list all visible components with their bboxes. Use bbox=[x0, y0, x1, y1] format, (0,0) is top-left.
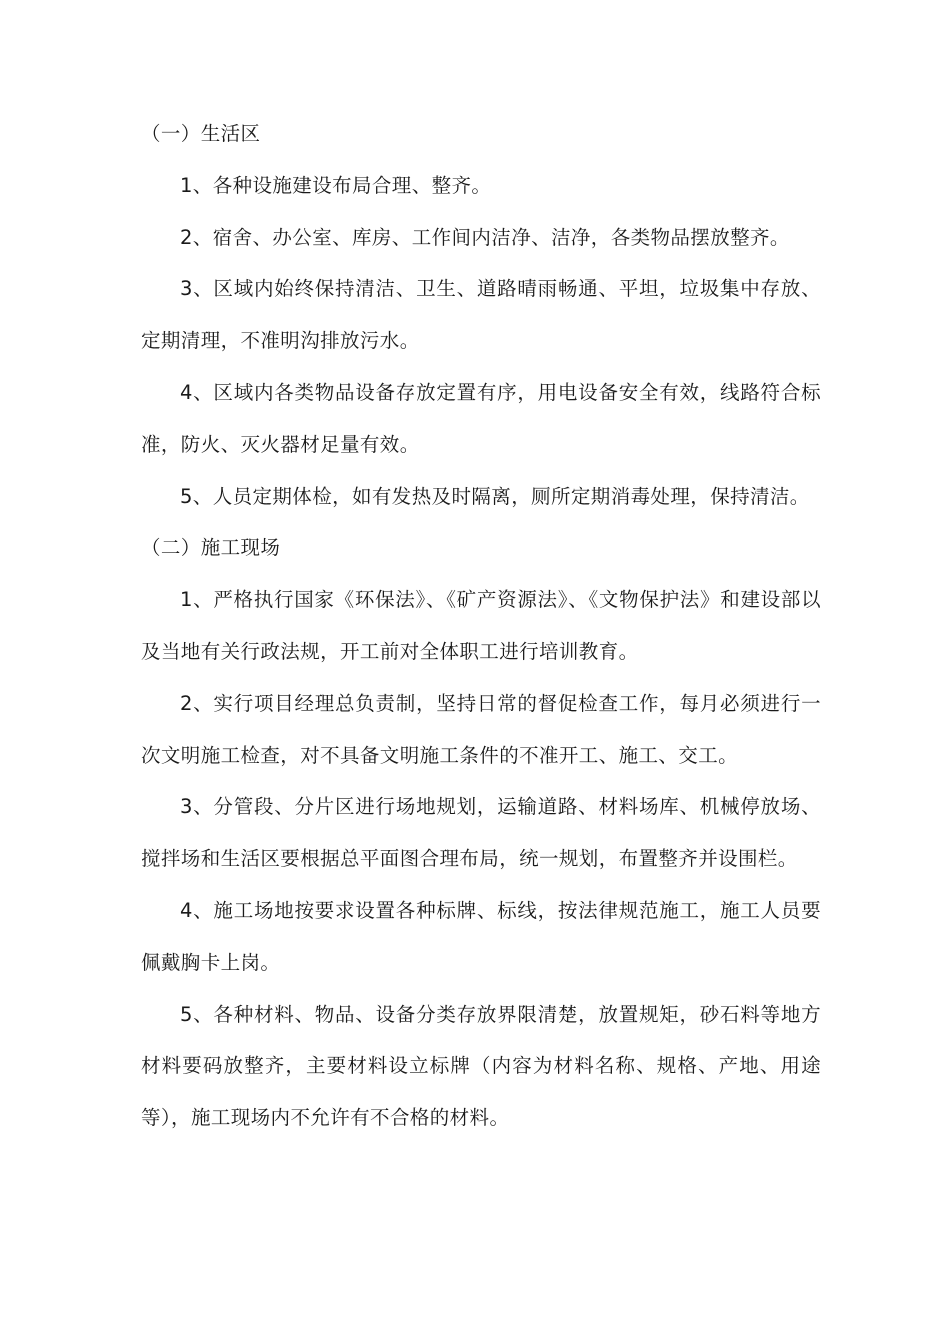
section-construction-site bbox=[141, 522, 821, 1144]
list-item: 1、严格执行国家《环保法》、《矿产资源法》、《文物保护法》和建设部以及当地有关行政法规，开工前对全体职工进行培训教育。 bbox=[141, 588, 821, 663]
list-item: 5、各种材料、物品、设备分类存放界限清楚，放置规矩，砂石料等地方材料要码放整齐，主要材料设立标牌（内容为材料名称、规格、产地、用途等），施工现场内不允许有不合格的材料。 bbox=[141, 1002, 821, 1130]
document-page bbox=[141, 108, 821, 1144]
section-heading: （二）施工现场 bbox=[141, 536, 281, 560]
list-item: 3、区域内始终保持清洁、卫生、道路晴雨畅通、平坦，垃圾集中存放、定期清理，不准明沟排放污水。 bbox=[141, 277, 821, 353]
section-living-area bbox=[141, 108, 821, 522]
list-item: 4、施工场地按要求设置各种标牌、标线，按法律规范施工，施工人员要佩戴胸卡上岗。 bbox=[141, 898, 821, 974]
section-heading: （一）生活区 bbox=[141, 122, 261, 145]
list-item: 5、人员定期体检，如有发热及时隔离，厕所定期消毒处理，保持清洁。 bbox=[180, 484, 810, 508]
list-item: 4、区域内各类物品设备存放定置有序，用电设备安全有效，线路符合标准，防火、灭火器材足量有效。 bbox=[141, 380, 821, 456]
list-item: 2、宿舍、办公室、库房、工作间内洁净、洁净，各类物品摆放整齐。 bbox=[180, 225, 790, 249]
list-item: 2、实行项目经理总负责制，坚持日常的督促检查工作，每月必须进行一次文明施工检查，对不具备文明施工条件的不准开工、施工、交工。 bbox=[141, 691, 821, 767]
list-item: 1、各种设施建设布局合理、整齐。 bbox=[180, 173, 492, 197]
list-item: 3、分管段、分片区进行场地规划，运输道路、材料场库、机械停放场、搅拌场和生活区要根据总平面图合理布局，统一规划，布置整齐并设围栏。 bbox=[141, 795, 821, 871]
